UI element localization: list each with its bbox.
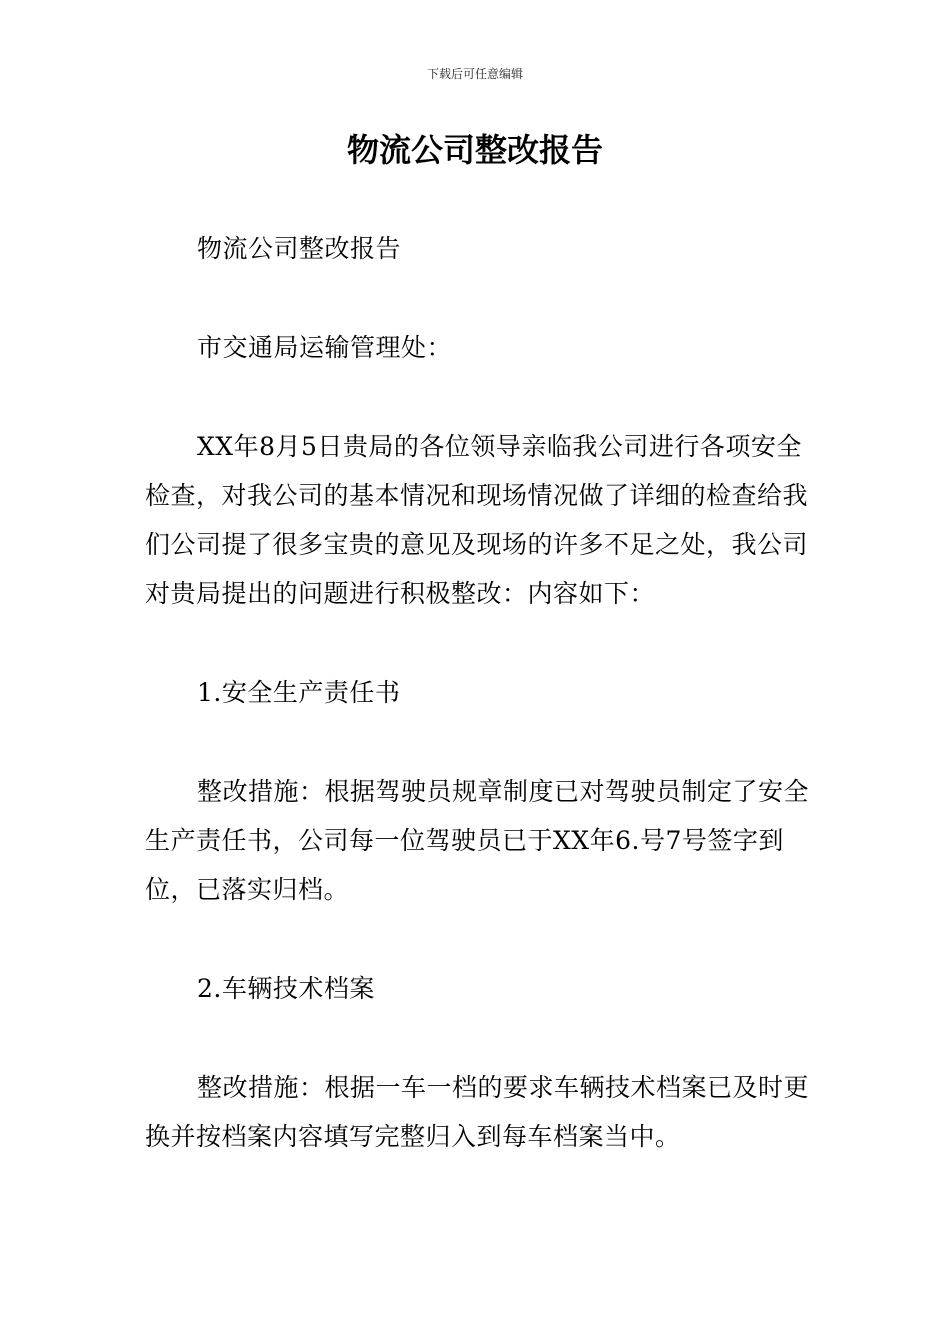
document-title: 物流公司整改报告 (346, 131, 603, 169)
paragraph-measure-1: 整改措施：根据驾驶员规章制度已对驾驶员制定了安全生产责任书，公司每一位驾驶员已于XX年6.号7号签字到位，已落实归档。 (145, 777, 810, 904)
header-note: 下载后可任意编辑 (426, 67, 523, 81)
section-heading-1: 1.安全生产责任书 (197, 678, 401, 707)
paragraph-subtitle: 物流公司整改报告 (197, 234, 402, 263)
paragraph-measure-2: 整改措施：根据一车一档的要求车辆技术档案已及时更换并按档案内容填写完整归入到每车档案当中。 (145, 1073, 810, 1151)
section-heading-2: 2.车辆技术档案 (197, 974, 375, 1003)
document-body (145, 224, 809, 1211)
paragraph-intro: XX年8月5日贵局的各位领导亲临我公司进行各项安全检查，对我公司的基本情况和现场情况做了详细的检查给我们公司提了很多宝贵的意见及现场的许多不足之处，我公司对贵局提出的问题进行积极整改：内容如下： (145, 432, 809, 608)
paragraph-addressee: 市交通局运输管理处： (197, 333, 453, 362)
